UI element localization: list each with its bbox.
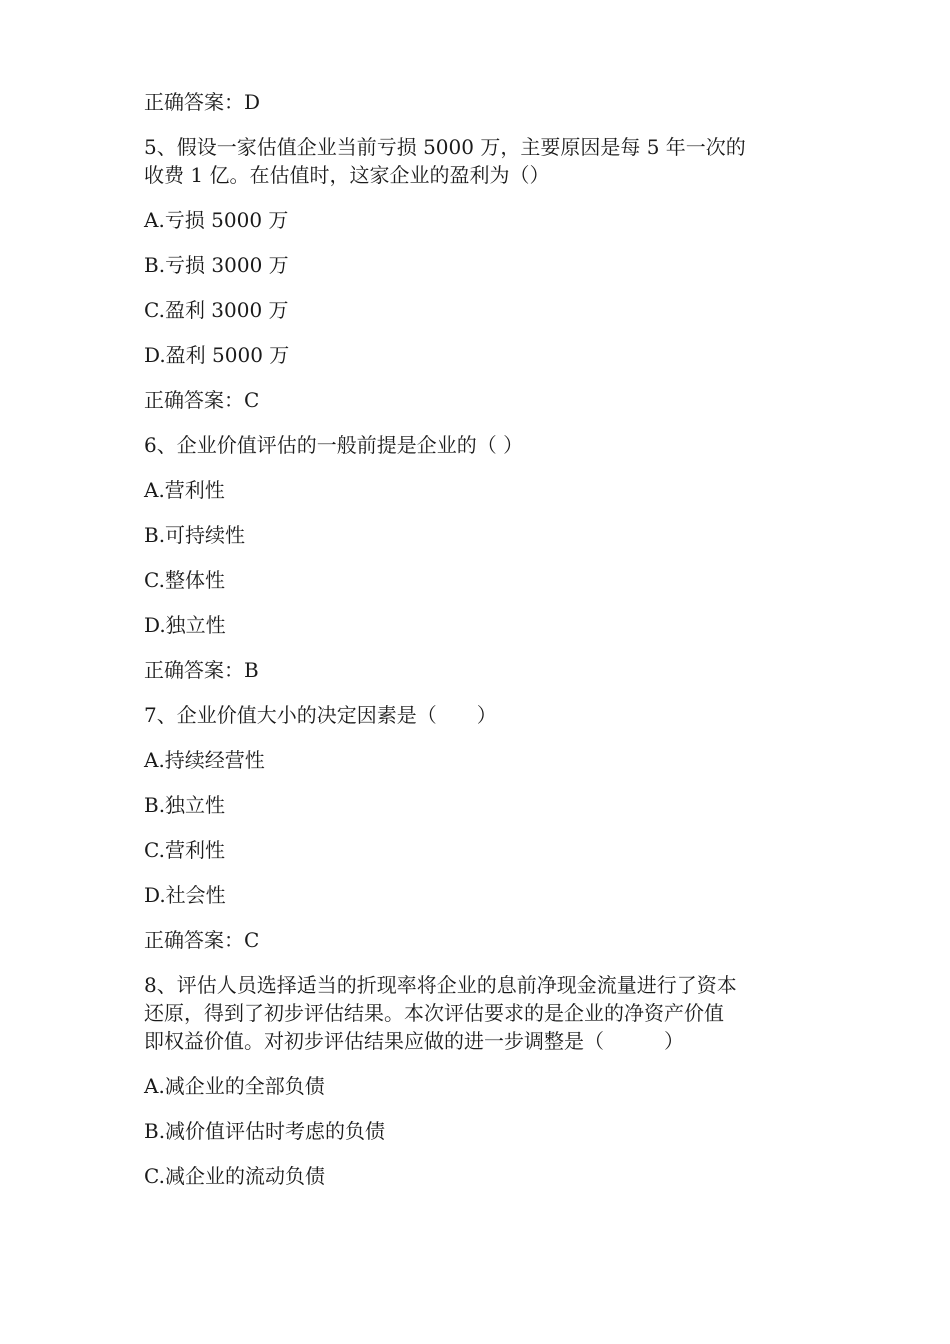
option-a: A.持续经营性 [144,748,265,772]
option-d: D.独立性 [144,613,226,637]
question-line: 收费 1 亿。在估值时，这家企业的盈利为（） [144,163,550,187]
question-line: 6、企业价值评估的一般前提是企业的（ ） [144,433,524,457]
question-line: 还原，得到了初步评估结果。本次评估要求的是企业的净资产价值 [144,1001,724,1025]
document-page [144,88,824,1207]
option-b: B.可持续性 [144,523,246,547]
option-c: C.减企业的流动负债 [144,1164,325,1188]
option-a: A.亏损 5000 万 [144,208,289,232]
option-d: D.社会性 [144,883,226,907]
option-b: B.独立性 [144,793,226,817]
option-c: C.盈利 3000 万 [144,298,289,322]
question-line: 5、假设一家估值企业当前亏损 5000 万，主要原因是每 5 年一次的 [144,135,746,159]
answer-line: 正确答案：B [144,658,259,682]
option-c: C.整体性 [144,568,225,592]
option-c: C.营利性 [144,838,225,862]
answer-line: 正确答案：D [144,90,261,114]
option-a: A.营利性 [144,478,225,502]
question-line: 即权益价值。对初步评估结果应做的进一步调整是（ ） [144,1029,684,1053]
question-line: 8、评估人员选择适当的折现率将企业的息前净现金流量进行了资本 [144,973,737,997]
option-d: D.盈利 5000 万 [144,343,290,367]
question-8 [144,971,824,1055]
question-6 [144,431,824,459]
answer-line: 正确答案：C [144,928,260,952]
answer-line: 正确答案：C [144,388,260,412]
question-5 [144,133,824,189]
question-7 [144,701,824,729]
option-b: B.亏损 3000 万 [144,253,289,277]
option-a: A.减企业的全部负债 [144,1074,325,1098]
question-line: 7、企业价值大小的决定因素是（ ） [144,703,497,727]
option-b: B.减价值评估时考虑的负债 [144,1119,386,1143]
